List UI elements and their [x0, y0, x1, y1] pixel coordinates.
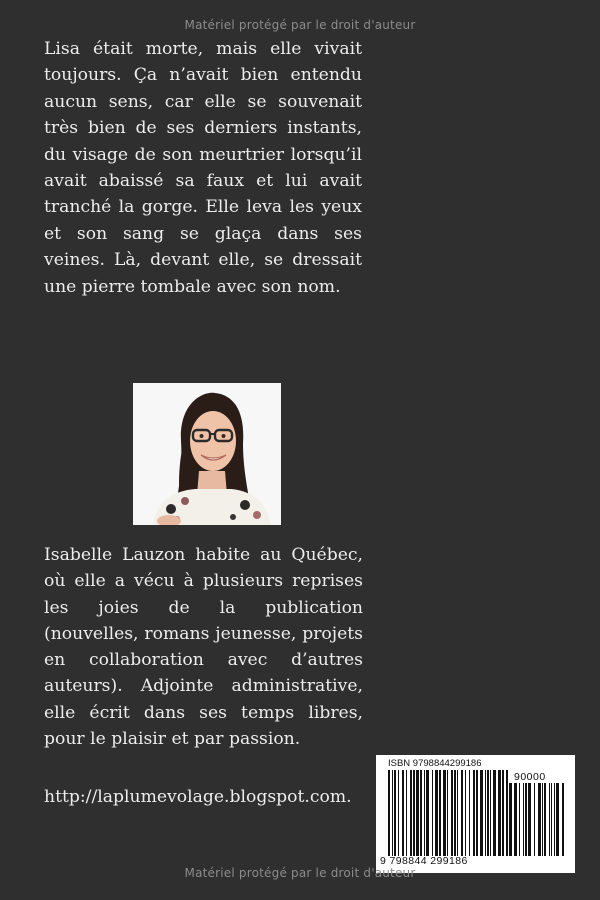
copyright-watermark-top: Matériel protégé par le droit d'auteur [184, 18, 416, 32]
ean-barcode-bars [388, 770, 508, 856]
addon-barcode-bars [509, 783, 567, 856]
isbn-barcode [376, 755, 575, 873]
book-blurb: Lisa était morte, mais elle vivait toujours. Ça n’avait bien entendu aucun sens, car elle se souvenait très bien de ses derniers instants, du visage de son meurtrier lorsqu’il avait abaissé sa faux et lui avait tranché la gorge. Elle leva les yeux et son sang se glaça dans ses veines. Là, devant elle, se dressait une pierre tombale avec son nom. [44, 39, 362, 297]
price-code: 90000 [514, 771, 546, 783]
author-bio: Isabelle Lauzon habite au Québec, où elle a vécu à plusieurs reprises les joies de la publication (nouvelles, romans jeunesse, projets en collaboration avec d’autres auteurs). Adjointe administrative, elle écrit dans ses temps libres, pour le plaisir et par passion. [44, 545, 363, 750]
author-portrait-image [133, 383, 281, 525]
copyright-watermark-bottom: Matériel protégé par le droit d'auteur [184, 866, 416, 880]
isbn-label: ISBN 9798844299186 [388, 758, 482, 769]
author-website-link[interactable]: http://laplumevolage.blogspot.com. [44, 787, 352, 807]
author-photo [133, 383, 281, 525]
ean-digits: 9 798844 299186 [380, 855, 468, 867]
